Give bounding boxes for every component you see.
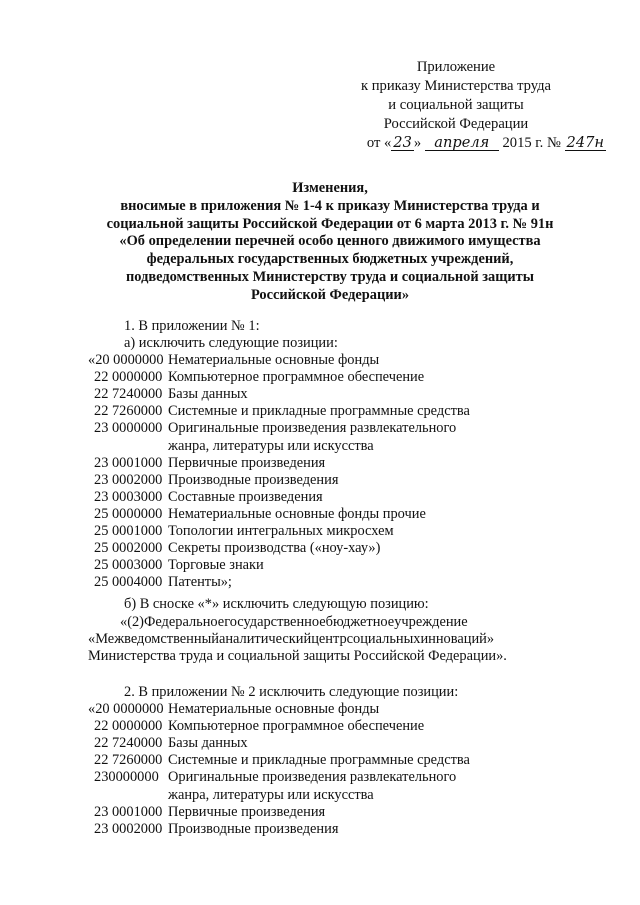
footnote-line1: «(2)Федеральноегосударственноебюджетноеучреждение xyxy=(120,614,468,630)
order-date-line: от « 23 » апреля 2015 г. № 247н xyxy=(366,134,604,151)
asset-code: 23 0001000 xyxy=(94,803,163,820)
asset-description: Производные произведения xyxy=(168,471,339,488)
list-item xyxy=(94,752,470,769)
list-item xyxy=(94,386,248,403)
asset-description: Системные и прикладные программные средства xyxy=(168,752,470,769)
date-month: апреля xyxy=(425,135,499,151)
list-item xyxy=(94,804,325,821)
asset-code: «20 0000000 xyxy=(88,701,164,717)
list-item xyxy=(94,506,426,523)
header-line: Российской Федерации xyxy=(383,116,529,132)
list-item xyxy=(94,489,323,506)
section1-heading: 1. В приложении № 1: xyxy=(124,318,260,334)
asset-code: 22 0000000 xyxy=(94,369,163,386)
asset-code: 25 0004000 xyxy=(94,574,163,591)
section2-heading: 2. В приложении № 2 исключить следующие позиции: xyxy=(124,684,459,700)
asset-description: Компьютерное программное обеспечение xyxy=(168,369,425,386)
asset-description: Нематериальные основные фонды прочие xyxy=(168,505,426,522)
asset-code: «20 0000000 xyxy=(88,352,164,368)
footnote-line3: Министерства труда и социальной защиты Российской Федерации». xyxy=(88,648,507,664)
asset-description: Компьютерное программное обеспечение xyxy=(168,718,425,735)
asset-description: Нематериальные основные фонды xyxy=(168,352,380,368)
asset-code: 25 0001000 xyxy=(94,523,163,539)
asset-description: Базы данных xyxy=(168,386,248,403)
list-item xyxy=(94,403,470,420)
appendix-header xyxy=(326,58,604,151)
footnote-line2: «Межведомственныйаналитическийцентрсоциальныхинноваций» xyxy=(88,631,495,647)
document-title: Изменения, вносимые в приложения № 1-4 к приказу Министерства труда и социальной защиты Российской Федерации от 6 марта 2013 г. № 91н «Об определении перечней особо ценного движимого имущества федеральных государственных бюджетных учреждений, подведомственных Министерству труда и социальной защиты Российской Федерации» xyxy=(106,180,554,303)
asset-description: Оригинальные произведения развлекательного xyxy=(168,420,457,437)
asset-description: Системные и прикладные программные средства xyxy=(168,403,470,420)
asset-code: 23 0002000 xyxy=(94,820,163,837)
list-item xyxy=(94,718,424,735)
list-item xyxy=(94,420,456,437)
asset-description: Оригинальные произведения развлекательного xyxy=(168,769,457,786)
asset-code: 22 7240000 xyxy=(94,386,163,403)
asset-description: Патенты»; xyxy=(168,574,232,591)
asset-code: 23 0003000 xyxy=(94,488,163,505)
asset-description: Первичные произведения xyxy=(168,454,326,471)
date-day: 23 xyxy=(393,134,412,151)
section1-item-a: а) исключить следующие позиции: xyxy=(124,335,338,351)
asset-code: 22 7260000 xyxy=(94,752,163,769)
asset-code: 23 0002000 xyxy=(94,471,163,488)
list-item-continuation: жанра, литературы или искусства xyxy=(168,437,374,454)
asset-description: Производные произведения xyxy=(168,820,339,837)
list-item xyxy=(88,352,379,369)
header-line: Приложение xyxy=(416,59,496,75)
list-item xyxy=(94,574,232,591)
asset-description: Топологии интегральных микросхем xyxy=(168,523,394,539)
asset-description: Нематериальные основные фонды xyxy=(168,701,380,717)
list-item xyxy=(94,557,264,574)
asset-description: Базы данных xyxy=(168,735,248,752)
asset-code: 230000000 xyxy=(94,769,159,786)
asset-code: 25 0003000 xyxy=(94,557,163,574)
list-item xyxy=(94,455,325,472)
section1-item-b: б) В сноске «*» исключить следующую позицию: xyxy=(124,596,429,612)
order-number: 247н xyxy=(566,134,604,151)
asset-code: 23 0001000 xyxy=(94,454,163,471)
asset-code: 22 0000000 xyxy=(94,718,163,735)
header-line: и социальной защиты xyxy=(388,97,524,113)
list-item xyxy=(94,821,338,838)
list-item xyxy=(88,701,379,718)
asset-code: 25 0002000 xyxy=(94,540,163,557)
list-item xyxy=(94,540,380,557)
asset-code: 22 7260000 xyxy=(94,403,163,420)
asset-code: 23 0000000 xyxy=(94,420,163,437)
list-item xyxy=(94,369,424,386)
asset-description: Первичные произведения xyxy=(168,803,326,820)
asset-description: Секреты производства («ноу-хау») xyxy=(168,540,381,557)
list-item xyxy=(94,735,248,752)
asset-description: Торговые знаки xyxy=(168,557,264,574)
list-item xyxy=(94,472,338,489)
list-item xyxy=(94,523,394,540)
asset-code: 25 0000000 xyxy=(94,505,163,522)
list-item xyxy=(94,769,456,786)
header-line: к приказу Министерства труда xyxy=(360,78,552,94)
asset-code: 22 7240000 xyxy=(94,735,163,752)
list-item-continuation: жанра, литературы или искусства xyxy=(168,786,374,803)
asset-description: Составные произведения xyxy=(168,488,323,505)
